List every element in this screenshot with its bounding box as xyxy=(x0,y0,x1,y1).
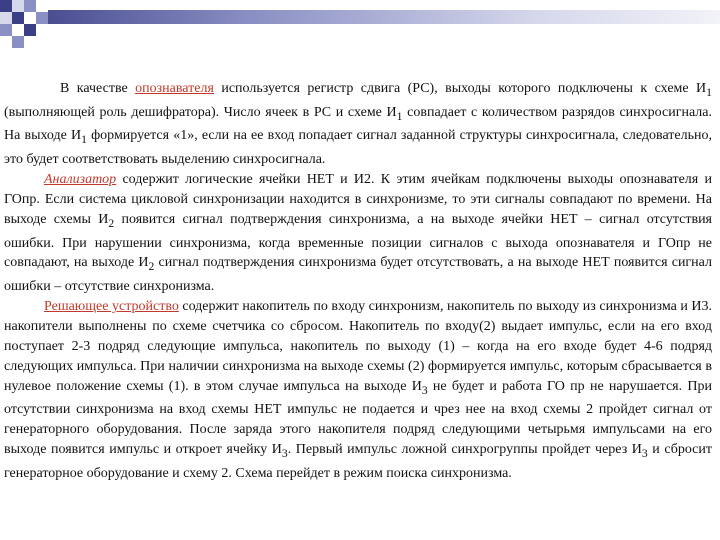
paragraph-identifier: В качестве опознавателя используется регистр сдвига (РС), выходы которого подключены к схеме $И_1$ (выполняющей роль дешифратора). Число ячеек в РС и схеме $И_1$ совпадает с количеством разрядов синхросигнала. На выходе $И_1$ формируется «1», если на ее вход попадает сигнал заданной структуры синхросигнала, следовательно, это будет соответствовать выделению синхросигнала. xyxy=(4,81,713,168)
header-square xyxy=(24,12,36,24)
slide-body-text xyxy=(4,79,712,484)
header-square xyxy=(24,24,36,36)
header-square xyxy=(0,0,12,12)
paragraph-analyzer: Анализатор содержит логические ячейки НЕТ и И2. К этим ячейкам подключены выходы опознавателя и ГОпр. Если система цикловой синхронизации находится в синхронизме, то эти сигналы совпадают по времени. На выходе схемы $И_2$ появится сигнал подтверждения синхронизма, а на выходе ячейки НЕТ – сигнал отсутствия ошибки. При нарушении синхронизма, когда временные позиции сигналов с выхода опознавателя и ГОпр не совпадают, на выходе $И_2$ сигнал подтверждения синхронизма будет отсутствовать, а на выходе НЕТ появится сигнал ошибки – отсутствие синхронизма. xyxy=(4,172,712,295)
header-decoration xyxy=(0,0,720,46)
paragraph-decision-device: Решающее устройство содержит накопитель по входу синхронизм, накопитель по выходу из синхронизма и И3. накопители выполнены по схеме счетчика со сбросом. Накопитель по входу(2) выдает импульс, если на его вход поступает 2-3 подряд следующие импульса, накопитель по выходу (1) – когда на его входе будет 4-6 подряд следующих импульса. При наличии синхронизма на выходе схемы (2) формируется импульс, которым сбрасывается в нулевое положение схемы (1). в этом случае импульса на выходе $И_3$ не будет и работа ГО пр не нарушается. При отсутствии синхронизма на вход схемы НЕТ импульс не подается и чрез нее на вход схемы 2 пройдет сигнал от генераторного оборудования. После заряда этого накопителя подряд следующими четырьмя импульсами на его выходе появится импульс и откроет ячейку $И_3$. Первый импульс ложной синхрогруппы пройдет через $И_3$ и сбросит генераторное оборудование и схему 2. Схема перейдет в режим поиска синхронизма. xyxy=(4,299,712,481)
header-square xyxy=(0,36,12,48)
header-square xyxy=(12,36,24,48)
term-analyzer: Анализатор xyxy=(44,172,117,188)
header-square xyxy=(0,24,12,36)
header-gradient-bar xyxy=(0,10,720,24)
term-identifier: опознавателя xyxy=(135,81,214,96)
header-square xyxy=(36,12,48,24)
term-decision-device: Решающее устройство xyxy=(44,299,179,315)
header-square xyxy=(12,0,24,12)
header-square xyxy=(12,12,24,24)
header-square xyxy=(0,12,12,24)
header-square xyxy=(36,0,48,12)
header-square xyxy=(24,0,36,12)
header-square xyxy=(12,24,24,36)
